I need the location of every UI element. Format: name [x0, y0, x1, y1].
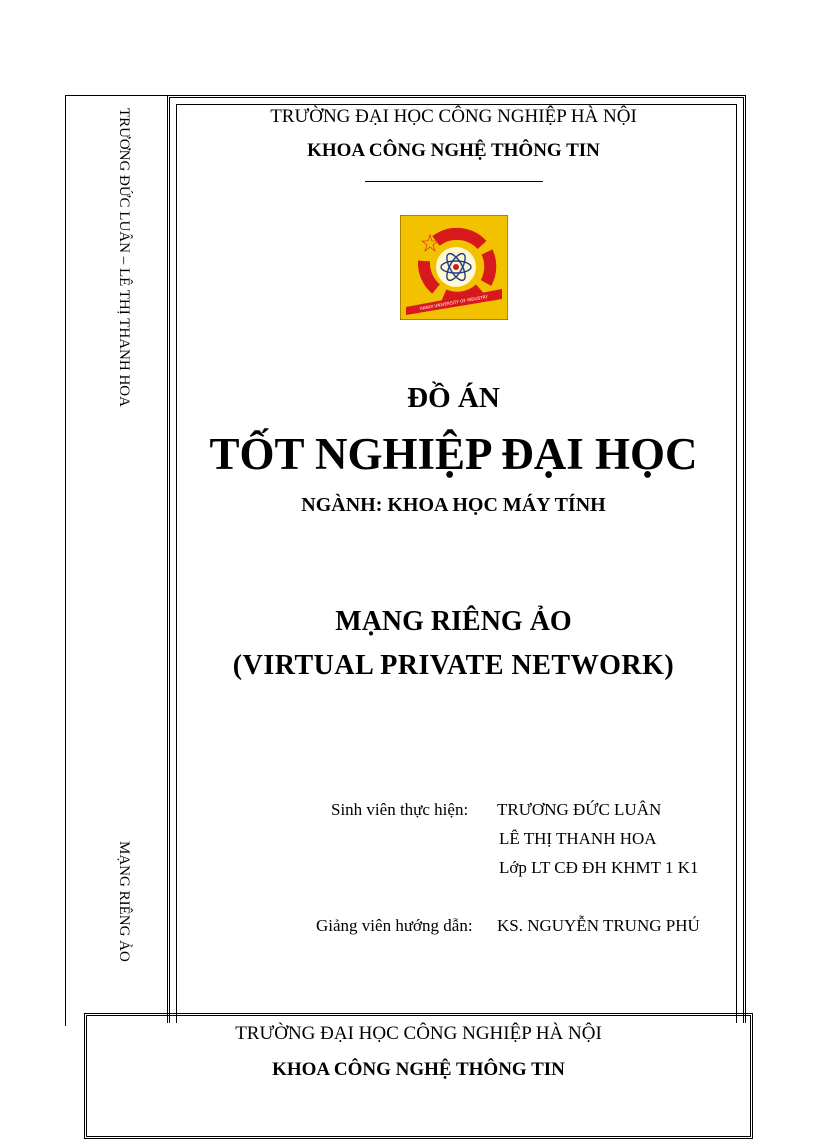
- class-name: Lớp LT CĐ ĐH KHMT 1 K1: [499, 858, 699, 877]
- advisor-label: Giảng viên hướng dẫn:: [316, 916, 473, 935]
- logo-caption: HANOI UNIVERSITY OF INDUSTRY: [419, 294, 489, 312]
- logo-graphic: [400, 215, 508, 320]
- students-label: Sinh viên thực hiện:: [331, 800, 469, 819]
- university-name: TRƯỜNG ĐẠI HỌC CÔNG NGHIỆP HÀ NỘI: [270, 106, 637, 127]
- spine-title: MẠNG RIÊNG ẢO: [116, 841, 132, 962]
- student-1: TRƯƠNG ĐỨC LUÂN: [497, 800, 662, 819]
- thesis-title-en: (VIRTUAL PRIVATE NETWORK): [232, 650, 675, 681]
- header-divider: [365, 181, 543, 182]
- next-page-faculty: KHOA CÔNG NGHỆ THÔNG TIN: [272, 1059, 565, 1080]
- university-logo: [400, 215, 508, 320]
- book-spine: [65, 95, 169, 1026]
- thesis-title-vi: MẠNG RIÊNG ẢO: [335, 606, 572, 637]
- degree-title: TỐT NGHIỆP ĐẠI HỌC: [209, 429, 698, 479]
- faculty-name: KHOA CÔNG NGHỆ THÔNG TIN: [307, 140, 600, 161]
- document-type: ĐỒ ÁN: [407, 382, 500, 414]
- major-line: NGÀNH: KHOA HỌC MÁY TÍNH: [301, 494, 606, 516]
- student-2: LÊ THỊ THANH HOA: [499, 829, 657, 848]
- advisor-name: KS. NGUYỄN TRUNG PHÚ: [497, 916, 700, 935]
- spine-authors: TRƯƠNG ĐỨC LUÂN – LÊ THỊ THANH HOA: [116, 108, 132, 407]
- next-page-university: TRƯỜNG ĐẠI HỌC CÔNG NGHIỆP HÀ NỘI: [235, 1023, 602, 1044]
